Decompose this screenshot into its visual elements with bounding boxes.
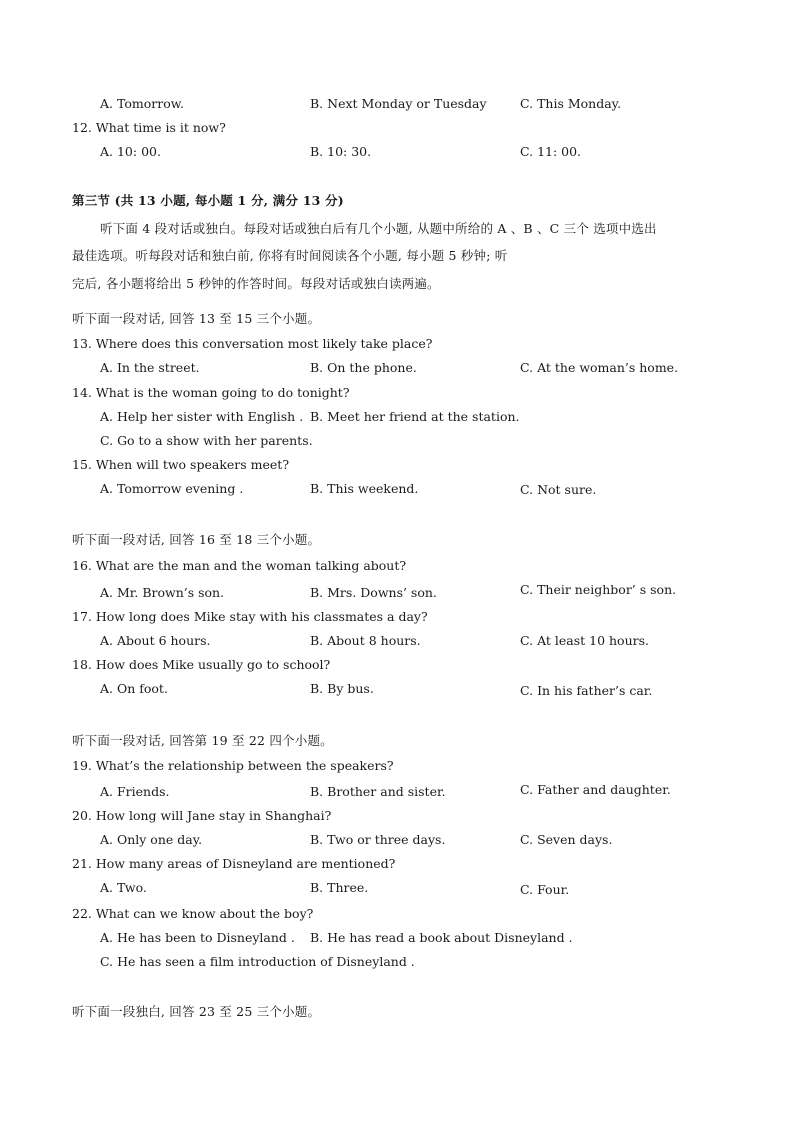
q15-stem: 15. When will two speakers meet? (72, 457, 290, 472)
q19-option-b: B. Brother and sister. (310, 784, 446, 799)
q11-option-a: A. Tomorrow. (100, 96, 184, 111)
q15-option-c: C. Not sure. (520, 482, 597, 497)
q22-stem: 22. What can we know about the boy? (72, 906, 314, 921)
q20-option-b: B. Two or three days. (310, 832, 446, 847)
q17-option-b: B. About 8 hours. (310, 633, 421, 648)
q19-option-a: A. Friends. (100, 784, 170, 799)
q11-option-b: B. Next Monday or Tuesday (310, 96, 487, 111)
q18-stem: 18. How does Mike usually go to school? (72, 657, 331, 672)
q16-option-c: C. Their neighbor’ s son. (520, 582, 677, 597)
q18-option-b: B. By bus. (310, 681, 374, 696)
q20-stem: 20. How long will Jane stay in Shanghai? (72, 808, 332, 823)
group4-intro: 听下面一段独白, 回答 23 至 25 三个小题。 (72, 1004, 321, 1019)
q21-stem: 21. How many areas of Disneyland are mentioned? (72, 856, 396, 871)
q15-option-a: A. Tomorrow evening . (100, 481, 244, 496)
q22-option-c: C. He has seen a film introduction of Disneyland . (100, 954, 415, 969)
q12-option-a: A. 10: 00. (100, 144, 161, 159)
group2-intro: 听下面一段对话, 回答 16 至 18 三个小题。 (72, 532, 321, 547)
q12-option-c: C. 11: 00. (520, 144, 582, 159)
q17-option-a: A. About 6 hours. (100, 633, 211, 648)
q18-option-a: A. On foot. (100, 681, 168, 696)
q15-option-b: B. This weekend. (310, 481, 419, 496)
q12-option-b: B. 10: 30. (310, 144, 372, 159)
q21-option-a: A. Two. (100, 880, 147, 895)
q13-option-b: B. On the phone. (310, 360, 417, 375)
q21-option-c: C. Four. (520, 882, 570, 897)
q12-stem: 12. What time is it now? (72, 120, 226, 135)
q16-option-a: A. Mr. Brown’s son. (100, 585, 225, 600)
q13-option-c: C. At the woman’s home. (520, 360, 679, 375)
section-instructions-line1: 听下面 4 段对话或独白。每段对话或独白后有几个小题, 从题中所给的 A 、B 、C 三个 选项中选出 (100, 221, 657, 236)
group1-intro: 听下面一段对话, 回答 13 至 15 三个小题。 (72, 311, 321, 326)
q16-stem: 16. What are the man and the woman talking about? (72, 558, 407, 573)
q18-option-c: C. In his father’s car. (520, 683, 653, 698)
q17-stem: 17. How long does Mike stay with his classmates a day? (72, 609, 428, 624)
q17-option-c: C. At least 10 hours. (520, 633, 649, 648)
section-instructions-line2: 最佳选项。听每段对话和独白前, 你将有时间阅读各个小题, 每小题 5 秒钟; 听 (72, 248, 508, 263)
q19-stem: 19. What’s the relationship between the speakers? (72, 758, 394, 773)
q14-stem: 14. What is the woman going to do tonight? (72, 385, 350, 400)
q13-stem: 13. Where does this conversation most likely take place? (72, 336, 433, 351)
q13-option-a: A. In the street. (100, 360, 200, 375)
section-heading: 第三节 (共 13 小题, 每小题 1 分, 满分 13 分) (72, 193, 344, 208)
section-instructions-line3: 完后, 各小题将给出 5 秒钟的作答时间。每段对话或独白读两遍。 (72, 276, 440, 291)
q19-option-c: C. Father and daughter. (520, 782, 671, 797)
q22-option-a: A. He has been to Disneyland . (100, 930, 295, 945)
q20-option-a: A. Only one day. (100, 832, 203, 847)
q16-option-b: B. Mrs. Downs’ son. (310, 585, 437, 600)
q21-option-b: B. Three. (310, 880, 369, 895)
q11-option-c: C. This Monday. (520, 96, 622, 111)
q22-option-b: B. He has read a book about Disneyland . (310, 930, 573, 945)
q14-option-b: B. Meet her friend at the station. (310, 409, 520, 424)
q20-option-c: C. Seven days. (520, 832, 613, 847)
q14-option-c: C. Go to a show with her parents. (100, 433, 313, 448)
q14-option-a: A. Help her sister with English . (100, 409, 304, 424)
group3-intro: 听下面一段对话, 回答第 19 至 22 四个小题。 (72, 733, 333, 748)
